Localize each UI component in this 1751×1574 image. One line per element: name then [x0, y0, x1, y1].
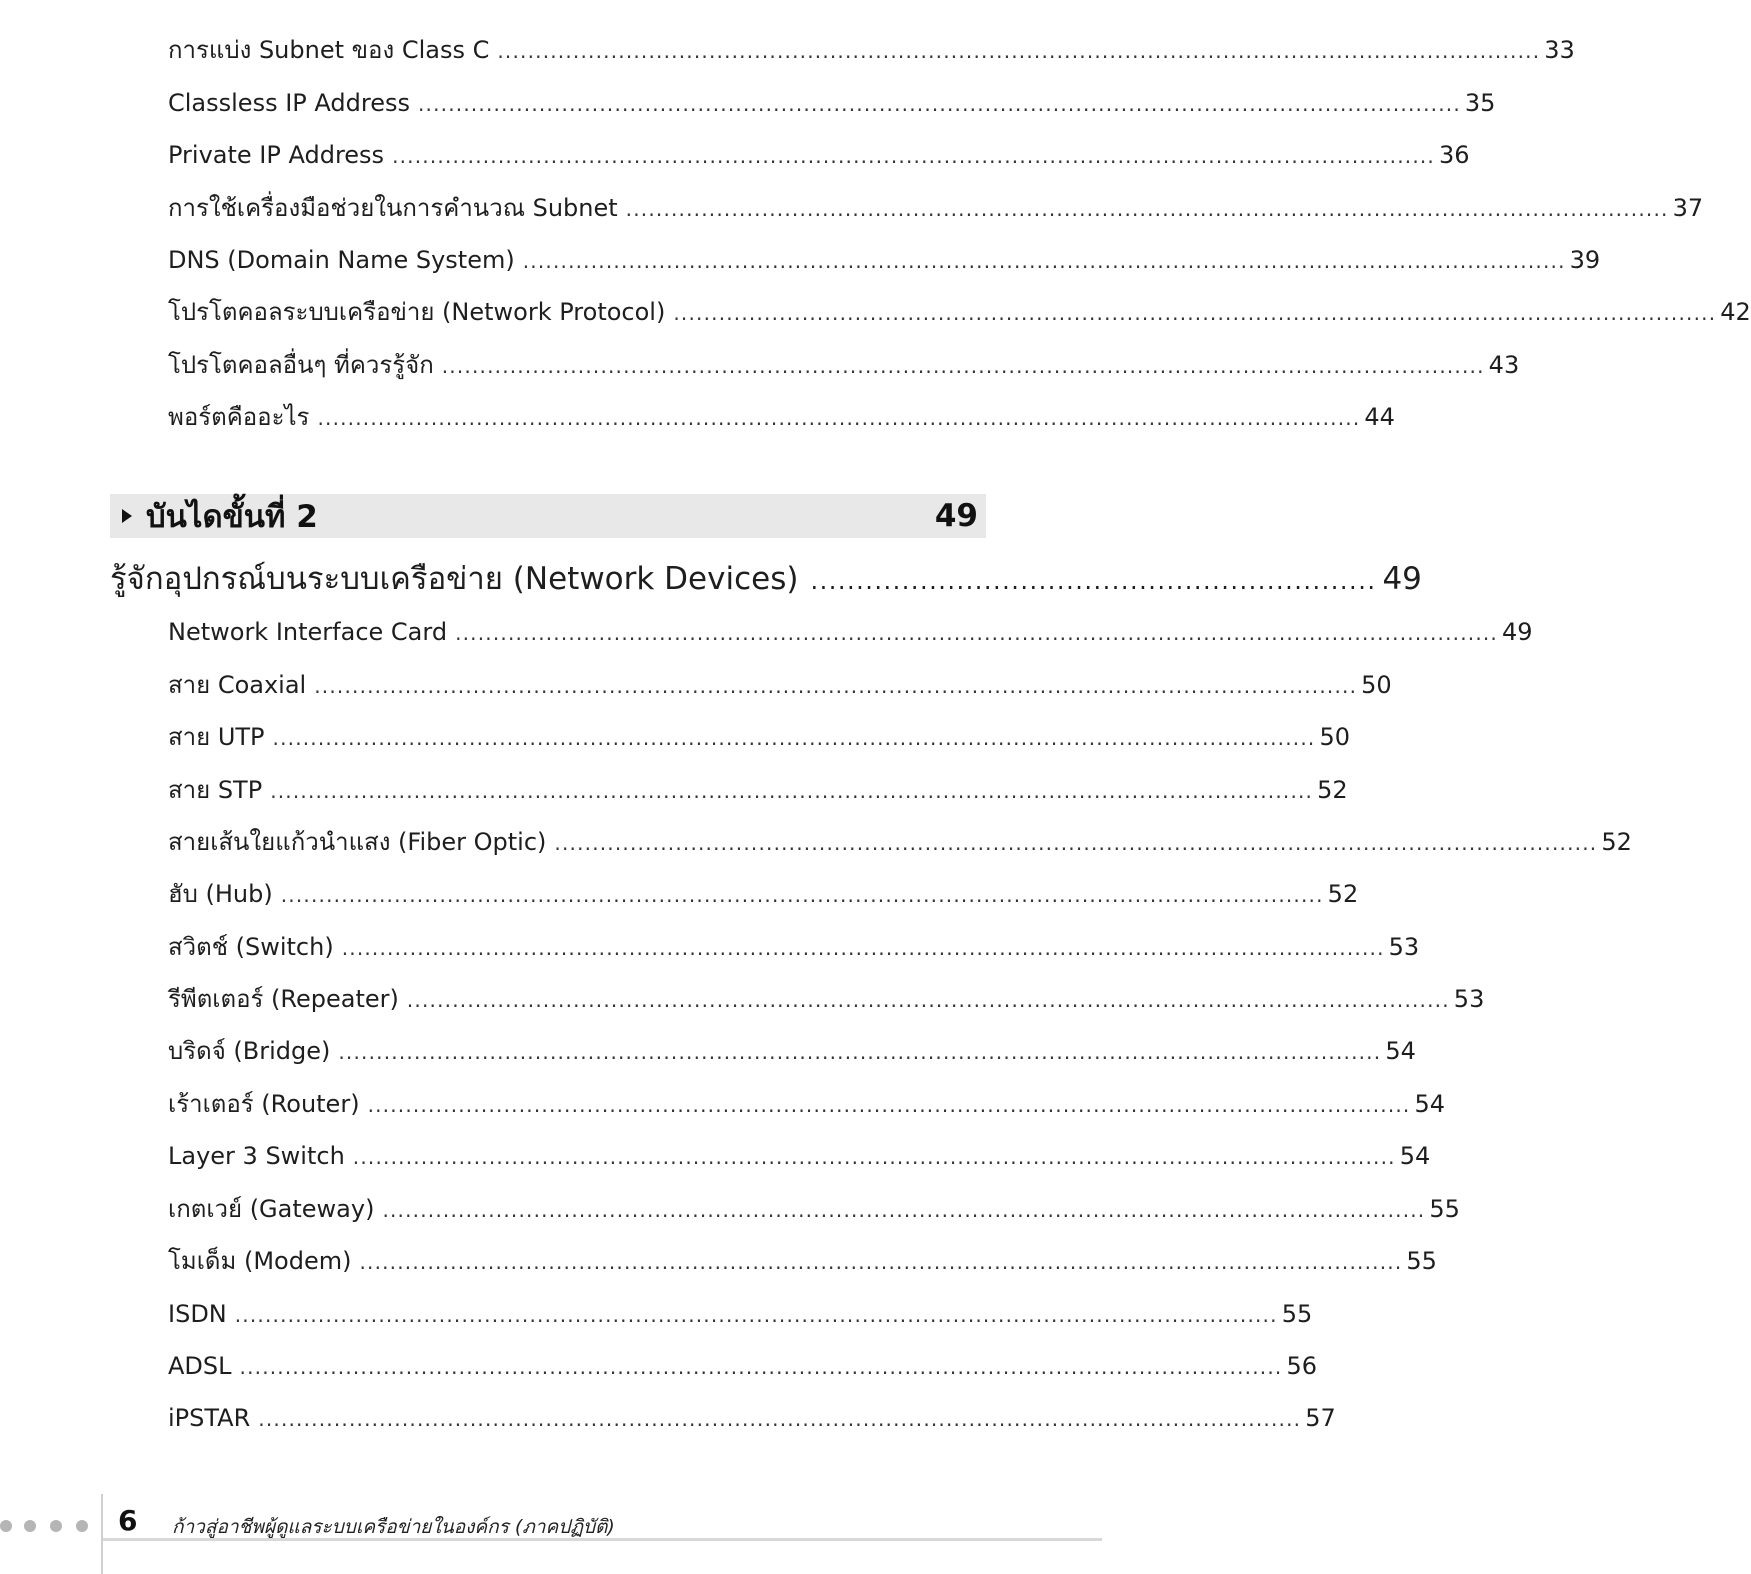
- toc-entry-page: 43: [1488, 351, 1520, 379]
- toc-entry-label: สาย Coaxial: [168, 671, 307, 699]
- leader-dots: ..........................................................................................................................................: [272, 726, 1316, 750]
- toc-entry-label: สวิตช์ (Switch): [168, 933, 334, 961]
- toc-entry-label: พอร์ตคืออะไร: [168, 403, 310, 431]
- leader-dots: ..........................................................................................................................................: [338, 1040, 1382, 1064]
- toc-entry-page: 42: [1720, 298, 1751, 326]
- toc-entry[interactable]: [168, 1398, 1336, 1438]
- running-title: ก้าวสู่อาชีพผู้ดูแลระบบเครือข่ายในองค์กร (ภาคปฏิบัติ): [172, 1516, 615, 1538]
- toc-entry[interactable]: [168, 188, 1704, 228]
- toc-entry[interactable]: [168, 83, 1496, 123]
- leader-dots: ..........................................................................................................................................: [314, 674, 1358, 698]
- chapter-heading[interactable]: [110, 494, 986, 538]
- footer-dot-icon: [50, 1520, 62, 1532]
- toc-entry-page: 56: [1286, 1352, 1317, 1380]
- leader-dots: ..........................................................................................................................................: [417, 92, 1461, 116]
- leader-dots: ..........................................................................................................................................: [258, 1407, 1302, 1431]
- toc-entry-page: 49: [1502, 618, 1533, 646]
- leader-dots: ..............................................................: [810, 567, 1377, 595]
- leader-dots: ..........................................................................................................................................: [280, 883, 1324, 907]
- toc-entry-label: Classless IP Address: [168, 89, 410, 117]
- toc-entry[interactable]: [168, 612, 1533, 652]
- toc-entry-label: โมเด็ม (Modem): [168, 1247, 352, 1275]
- leader-dots: ..........................................................................................................................................: [270, 779, 1314, 803]
- toc-entry[interactable]: [168, 30, 1575, 70]
- page-footer: [0, 1494, 1102, 1574]
- toc-entry-label: เร้าเตอร์ (Router): [168, 1090, 360, 1118]
- toc-entry-page: 55: [1429, 1195, 1460, 1223]
- toc-entry[interactable]: [168, 292, 1751, 332]
- footer-dot-icon: [24, 1520, 36, 1532]
- toc-entry-label: ฮับ (Hub): [168, 880, 273, 908]
- toc-entry[interactable]: [168, 717, 1350, 757]
- toc-entry[interactable]: [168, 345, 1520, 385]
- leader-dots: ..........................................................................................................................................: [554, 831, 1598, 855]
- toc-entry-label: โปรโตคอลระบบเครือข่าย (Network Protocol): [168, 298, 666, 326]
- section-title: รู้จักอุปกรณ์บนระบบเครือข่าย (Network Devices): [110, 561, 799, 597]
- toc-entry-page: 39: [1569, 246, 1601, 274]
- footer-dot-icon: [0, 1520, 12, 1532]
- toc-entry[interactable]: [168, 1189, 1460, 1229]
- chapter-title: บันไดขั้นที่ 2: [146, 499, 318, 535]
- toc-entry[interactable]: [168, 1136, 1431, 1176]
- leader-dots: ..........................................................................................................................................: [341, 936, 1385, 960]
- toc-entry-label: Layer 3 Switch: [168, 1142, 345, 1170]
- toc-entry[interactable]: [168, 770, 1348, 810]
- toc-entry-label: สาย STP: [168, 776, 263, 804]
- toc-entry[interactable]: [168, 927, 1420, 967]
- toc-entry-page: 36: [1439, 141, 1470, 169]
- toc-entry-label: เกตเวย์ (Gateway): [168, 1195, 375, 1223]
- toc-entry-page: 53: [1388, 933, 1420, 961]
- toc-entry-page: 35: [1464, 89, 1496, 117]
- footer-divider: [101, 1494, 103, 1574]
- toc-entry[interactable]: [168, 874, 1359, 914]
- toc-entry-page: 55: [1406, 1247, 1437, 1275]
- toc-entry-label: บริดจ์ (Bridge): [168, 1037, 331, 1065]
- toc-entry-page: 54: [1414, 1090, 1446, 1118]
- leader-dots: ..........................................................................................................................................: [441, 354, 1485, 378]
- toc-entry[interactable]: [168, 1241, 1437, 1281]
- toc-entry[interactable]: [168, 822, 1632, 862]
- toc-entry-label: โปรโตคอลอื่นๆ ที่ควรรู้จัก: [168, 351, 434, 379]
- toc-entry[interactable]: [168, 1084, 1446, 1124]
- toc-entry-page: 57: [1305, 1404, 1336, 1432]
- toc-entry-page: 50: [1361, 671, 1392, 699]
- leader-dots: ..........................................................................................................................................: [352, 1145, 1396, 1169]
- leader-dots: ..........................................................................................................................................: [234, 1303, 1278, 1327]
- leader-dots: ..........................................................................................................................................: [239, 1355, 1283, 1379]
- toc-entry-page: 37: [1672, 194, 1704, 222]
- toc-entry-page: 33: [1544, 36, 1575, 64]
- toc-entry[interactable]: [168, 240, 1601, 280]
- leader-dots: ..........................................................................................................................................: [455, 621, 1498, 645]
- toc-entry-label: การใช้เครื่องมือช่วยในการคำนวณ Subnet: [168, 194, 618, 222]
- toc-entry-page: 55: [1281, 1300, 1313, 1328]
- toc-entry-label: การแบ่ง Subnet ของ Class C: [168, 36, 490, 64]
- toc-entry-page: 54: [1399, 1142, 1431, 1170]
- page-number: 6: [118, 1504, 138, 1537]
- toc-entry-page: 52: [1317, 776, 1348, 804]
- toc-entry[interactable]: [168, 1031, 1416, 1071]
- toc-entry[interactable]: [168, 135, 1470, 175]
- toc-entry[interactable]: [168, 1294, 1313, 1334]
- leader-dots: ..........................................................................................................................................: [625, 197, 1669, 221]
- toc-entry[interactable]: [168, 397, 1395, 437]
- leader-dots: ..........................................................................................................................................: [522, 249, 1566, 273]
- toc-entry[interactable]: [168, 1346, 1317, 1386]
- toc-entry-label: ADSL: [168, 1352, 232, 1380]
- toc-entry-label: รีพีตเตอร์ (Repeater): [168, 985, 399, 1013]
- toc-entry-label: DNS (Domain Name System): [168, 246, 515, 274]
- leader-dots: ..........................................................................................................................................: [317, 406, 1361, 430]
- footer-dot-icon: [76, 1520, 88, 1532]
- section-heading[interactable]: [110, 556, 1422, 602]
- chapter-page: 49: [934, 498, 978, 534]
- toc-entry-page: 54: [1385, 1037, 1416, 1065]
- toc-entry[interactable]: [168, 979, 1485, 1019]
- toc-entry-label: Private IP Address: [168, 141, 385, 169]
- toc-entry-label: ISDN: [168, 1300, 227, 1328]
- section-page: 49: [1382, 561, 1422, 597]
- leader-dots: ..........................................................................................................................................: [497, 39, 1541, 63]
- toc-entry[interactable]: [168, 665, 1392, 705]
- leader-dots: ..........................................................................................................................................: [359, 1250, 1403, 1274]
- leader-dots: ..........................................................................................................................................: [406, 988, 1450, 1012]
- leader-dots: ..........................................................................................................................................: [673, 301, 1717, 325]
- triangle-right-icon: [122, 509, 132, 523]
- toc-entry-label: Network Interface Card: [168, 618, 448, 646]
- toc-entry-page: 52: [1327, 880, 1359, 908]
- leader-dots: ..........................................................................................................................................: [367, 1093, 1411, 1117]
- toc-entry-label: iPSTAR: [168, 1404, 251, 1432]
- toc-entry-page: 44: [1364, 403, 1395, 431]
- leader-dots: ..........................................................................................................................................: [392, 144, 1435, 168]
- toc-entry-label: สายเส้นใยแก้วนำแสง (Fiber Optic): [168, 828, 547, 856]
- toc-entry-label: สาย UTP: [168, 723, 265, 751]
- toc-entry-page: 53: [1453, 985, 1485, 1013]
- toc-entry-page: 52: [1601, 828, 1632, 856]
- leader-dots: ..........................................................................................................................................: [382, 1198, 1426, 1222]
- toc-entry-page: 50: [1319, 723, 1350, 751]
